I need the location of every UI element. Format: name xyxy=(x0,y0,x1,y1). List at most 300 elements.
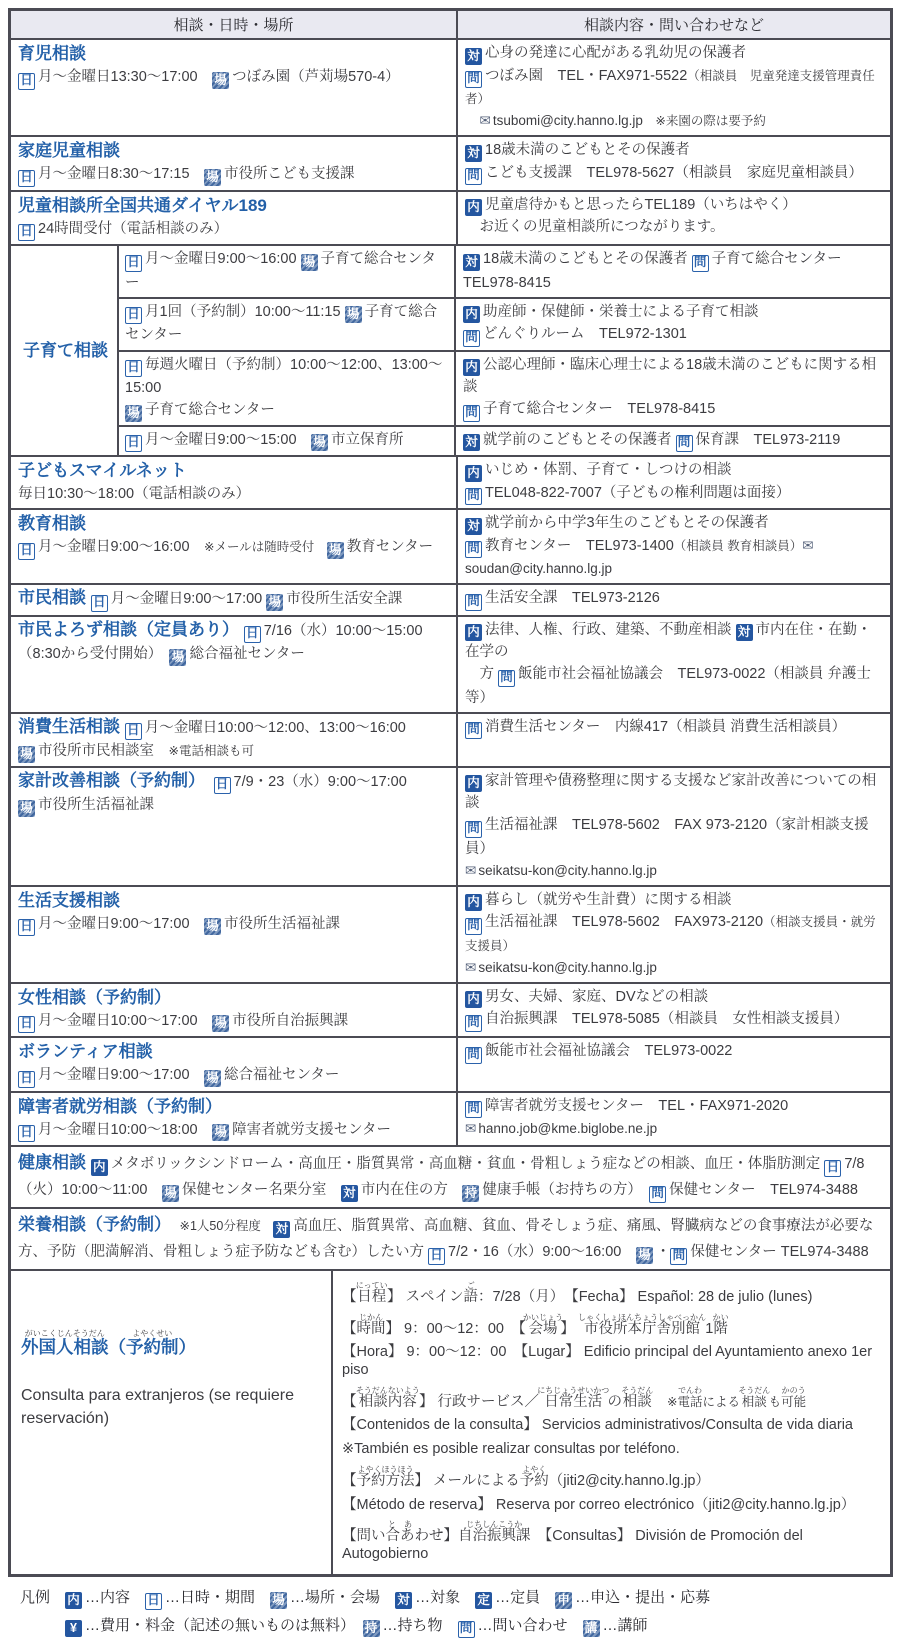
text: 】 xyxy=(443,1528,458,1545)
text: 高血圧、脂質異常、高血糖、貧血、骨そしょう症、痛風、腎臓病などの食事療法が必要な方、予防（肥満解消、骨粗しょう症予防なども含む）したい方 xyxy=(18,1218,874,1260)
date-icon: 日 xyxy=(125,435,142,452)
text-line xyxy=(125,301,450,347)
place-icon: 場 xyxy=(125,405,142,422)
ruby-text: 会場かいじょう xyxy=(522,1312,563,1337)
inquiry-icon: 問 xyxy=(458,1621,475,1638)
note-text: （相談支援員・就労支援員） xyxy=(465,915,876,953)
text: 【 xyxy=(342,1528,357,1545)
text-line xyxy=(342,1281,884,1307)
text-line xyxy=(463,398,885,422)
note-text: ※電話相談も可 xyxy=(168,744,254,758)
content-icon: 内 xyxy=(465,775,482,792)
text-line xyxy=(465,162,885,186)
apply-icon: 申 xyxy=(555,1592,572,1609)
table-row xyxy=(11,1207,890,1269)
inquiry-icon: 問 xyxy=(692,255,709,272)
text-line xyxy=(463,429,885,453)
text: 子育て総合センター xyxy=(125,303,438,343)
details-cell xyxy=(456,246,890,297)
text: 月～金曜日9:00～16:00 xyxy=(38,539,205,555)
date-icon: 日 xyxy=(18,73,35,90)
schedule-cell xyxy=(11,137,458,190)
text: 保健センター TEL974-3488 xyxy=(690,1244,869,1260)
table-row xyxy=(11,1269,890,1574)
text-line xyxy=(465,889,885,912)
group-label: 子育て相談 xyxy=(11,246,119,455)
text-line xyxy=(465,587,885,611)
table-row xyxy=(11,244,890,455)
text: つぼみ園 TEL・FAX971-5522 xyxy=(485,67,688,84)
capacity-icon: 定 xyxy=(475,1592,492,1609)
text-line xyxy=(465,194,885,217)
text-line xyxy=(465,1008,885,1032)
details-cell xyxy=(456,352,890,425)
text-line xyxy=(18,483,451,505)
inquiry-icon: 問 xyxy=(676,435,693,452)
text: 男女、夫婦、家庭、DVなどの相談 xyxy=(485,988,709,1005)
fullwidth-cell xyxy=(11,1209,890,1269)
text: 就学前から中学3年生のこどもとその保護者 xyxy=(485,515,769,531)
details-cell xyxy=(458,510,890,583)
place-icon: 場 xyxy=(311,434,328,451)
text: 月～金曜日9:00～16:00 xyxy=(145,251,301,267)
row-title-inline: 家計改善相談（予約制） xyxy=(18,770,214,790)
inquiry-icon: 問 xyxy=(498,670,515,687)
table-subrow xyxy=(119,297,890,350)
inquiry-icon: 問 xyxy=(465,168,482,185)
text-line xyxy=(18,913,451,937)
date-icon: 日 xyxy=(214,777,231,794)
text: 1 xyxy=(705,1320,714,1337)
place-icon: 場 xyxy=(270,1592,287,1609)
date-icon: 日 xyxy=(18,1016,35,1033)
place-icon: 場 xyxy=(327,542,344,559)
text: 法律、人権、行政、建築、不動産相談 xyxy=(485,621,736,638)
text: 家計管理や債務整理に関する支援など家計改善についての相談 xyxy=(465,772,877,811)
note-text: （相談員 児童発達支援管理責任者） xyxy=(465,68,875,106)
schedule-cell xyxy=(11,714,458,766)
text: 市役所こども支援課 xyxy=(224,166,355,182)
place-icon: 場 xyxy=(636,1247,653,1264)
inquiry-icon: 問 xyxy=(465,1047,482,1064)
text xyxy=(465,113,480,129)
row-title-inline: 市民相談 xyxy=(18,588,91,607)
text-line xyxy=(125,399,450,422)
table-row xyxy=(11,982,890,1037)
place-icon: 場 xyxy=(204,169,221,186)
inquiry-icon: 問 xyxy=(465,918,482,935)
text: 月～金曜日10:00～12:00、13:00～16:00 xyxy=(144,719,406,736)
text-line xyxy=(465,65,885,111)
note-text: ※ xyxy=(667,1394,678,1409)
text-line xyxy=(18,218,451,242)
date-icon: 日 xyxy=(145,1593,162,1610)
ruby-text: 電話でんわ xyxy=(677,1385,703,1409)
header-left: 相談・日時・場所 xyxy=(11,11,458,38)
content-icon: 内 xyxy=(465,199,482,216)
text-line xyxy=(465,1040,885,1064)
target-icon: 対 xyxy=(465,48,482,65)
text: 助産師・保健師・栄養士による子育て相談 xyxy=(483,303,759,320)
row-title: 育児相談 xyxy=(18,44,86,63)
row-title-inline: 市民よろず相談（定員あり） xyxy=(18,619,244,639)
ruby-text: 日常生活にちじょうせいかつ xyxy=(537,1385,610,1410)
text: お近くの児童相談所につながります。 xyxy=(465,219,725,235)
inquiry-icon: 問 xyxy=(463,330,480,347)
date-icon: 日 xyxy=(18,1071,35,1088)
text-line xyxy=(465,482,885,506)
text: 毎日10:30～18:00（電話相談のみ） xyxy=(18,486,251,502)
text: 市役所市民相談室 xyxy=(38,743,169,759)
place-icon: 場 xyxy=(345,306,362,323)
fee-icon: ¥ xyxy=(65,1620,82,1637)
text: 市役所自治振興課 xyxy=(232,1012,349,1029)
schedule-cell xyxy=(11,1093,458,1146)
target-icon: 対 xyxy=(463,434,480,451)
text-line xyxy=(18,770,451,795)
text: 月～金曜日13:30～17:00 xyxy=(38,69,213,85)
details-cell xyxy=(458,617,890,712)
date-icon: 日 xyxy=(18,543,35,560)
inquiry-icon: 問 xyxy=(465,1015,482,1032)
text: 18歳未満のこどもとその保護者 xyxy=(483,251,692,267)
text: TEL048-822-7007（子どもの権利問題は面接） xyxy=(485,484,791,501)
text-line xyxy=(342,1386,884,1412)
text: 保育課 TEL973-2119 xyxy=(695,431,841,448)
text: 消費生活センター 内線417（相談員 消費生活相談員） xyxy=(485,718,847,735)
date-icon: 日 xyxy=(18,919,35,936)
details-cell xyxy=(458,768,890,885)
text: 市立保育所 xyxy=(331,431,404,448)
row-title-inline: 消費生活相談 xyxy=(18,716,125,736)
details-cell xyxy=(458,585,890,615)
content-icon: 内 xyxy=(465,465,482,482)
schedule-cell xyxy=(11,984,458,1037)
text: 保健センター名栗分室 xyxy=(182,1182,341,1198)
date-icon: 日 xyxy=(18,224,35,241)
table-row xyxy=(11,1091,890,1146)
schedule-cell xyxy=(11,192,458,245)
date-icon: 日 xyxy=(91,595,108,612)
details-cell xyxy=(458,1038,890,1091)
table-row xyxy=(11,1036,890,1091)
details-cell xyxy=(458,984,890,1037)
text: 月～金曜日9:00～17:00 xyxy=(38,1067,205,1083)
text: …定員 xyxy=(495,1588,556,1606)
target-icon: 対 xyxy=(736,624,753,641)
schedule-cell xyxy=(119,352,456,425)
text: ：7/28（月） 【Fecha】 Español: 28 de julio (lunes) xyxy=(477,1289,813,1305)
text-line xyxy=(465,986,885,1009)
text: つぼみ園（芦苅場570-4） xyxy=(232,69,400,85)
text-line xyxy=(18,1150,884,1203)
text-line xyxy=(465,42,885,65)
row-title: 児童相談所全国共通ダイヤル189 xyxy=(18,195,267,215)
email-text: ✉ seikatsu-kon@city.hanno.lg.jp xyxy=(465,960,657,975)
text: 方 xyxy=(465,666,499,682)
row-title: 子どもスマイルネット xyxy=(18,461,187,480)
target-icon: 対 xyxy=(273,1221,290,1238)
text: 凡例 xyxy=(20,1588,66,1606)
details-cell xyxy=(458,457,890,508)
text: 】 メールによる xyxy=(414,1472,520,1489)
text-line xyxy=(342,1497,884,1515)
table-row xyxy=(11,38,890,135)
text-line xyxy=(18,66,451,90)
text: 【 xyxy=(342,1472,357,1489)
legend xyxy=(8,1584,893,1640)
text: いじめ・体罰、子育て・しつけの相談 xyxy=(485,462,732,478)
text: 市内在住・在勤・在学の xyxy=(465,621,872,660)
text: 【Hora】 9：00～12：00 【Lugar】 Edificio principal del Ayuntamiento anexo 1er piso xyxy=(342,1344,873,1379)
place-icon: 場 xyxy=(212,72,229,89)
text-line xyxy=(465,139,885,162)
text: 】 xyxy=(560,1320,579,1337)
text-line xyxy=(465,512,885,535)
table-subrow xyxy=(119,425,890,456)
text: 市役所生活福祉課 xyxy=(38,797,154,813)
text-line xyxy=(18,740,451,763)
text: …持ち物 xyxy=(382,1616,458,1634)
text: 自治振興課 TEL978-5085（相談員 女性相談支援員） xyxy=(485,1011,849,1027)
details-cell xyxy=(333,1271,890,1574)
content-icon: 内 xyxy=(463,359,480,376)
text-line xyxy=(463,354,885,399)
text: 月～金曜日8:30～17:15 xyxy=(38,166,205,182)
text: 子育て総合センター xyxy=(145,402,275,418)
text-line xyxy=(465,1118,885,1140)
place-icon: 場 xyxy=(212,1015,229,1032)
ruby-text: （予約制）よやくせい xyxy=(108,1329,196,1357)
note-text: ※メールは随時受付 xyxy=(204,540,327,554)
text-line xyxy=(342,1441,884,1459)
ruby-text: 相談内容そうだんないよう xyxy=(355,1385,420,1410)
legend-line xyxy=(20,1612,893,1640)
bring-icon: 持 xyxy=(363,1620,380,1637)
text: 】 スペイン xyxy=(386,1289,464,1305)
text-line xyxy=(465,110,885,132)
inquiry-icon: 問 xyxy=(670,1248,687,1265)
text: …講師 xyxy=(602,1616,648,1634)
note-text: も xyxy=(768,1394,782,1409)
ruby-text: 語ご xyxy=(463,1281,478,1305)
text: ・ xyxy=(655,1244,671,1260)
group-rows xyxy=(119,246,890,455)
schedule-cell xyxy=(11,887,458,982)
text: 生活安全課 TEL973-2126 xyxy=(485,590,660,606)
table-row xyxy=(11,766,890,885)
details-cell xyxy=(458,192,890,245)
lecturer-icon: 講 xyxy=(583,1620,600,1637)
table-subrow xyxy=(119,350,890,425)
schedule-cell xyxy=(11,768,458,885)
text: 7/16（水）10:00～15:00 xyxy=(263,622,423,639)
text: 生活福祉課 TEL978-5602 FAX 973-2120（家計相談支援員） xyxy=(465,817,869,857)
text: 子育て総合センター xyxy=(125,251,436,291)
text: （8:30から受付開始） xyxy=(18,646,170,662)
target-icon: 対 xyxy=(463,254,480,271)
target-icon: 対 xyxy=(465,145,482,162)
text: の xyxy=(607,1393,623,1410)
row-title-inline: 栄養相談（予約制） xyxy=(18,1215,180,1234)
text: （jiti2@city.hanno.lg.jp） xyxy=(548,1472,710,1489)
table-row xyxy=(11,135,890,190)
row-title: 家庭児童相談 xyxy=(18,141,120,160)
text: 子育て総合センター TEL978-8415 xyxy=(463,251,857,291)
inquiry-icon: 問 xyxy=(465,488,482,505)
text-line xyxy=(463,301,885,324)
place-icon: 場 xyxy=(301,254,318,271)
text-line xyxy=(125,354,450,400)
row-title: 教育相談 xyxy=(18,514,86,533)
text-line xyxy=(125,248,450,294)
email-text: ✉ soudan@city.hanno.lg.jp xyxy=(465,538,816,577)
content-icon: 内 xyxy=(91,1159,108,1176)
text: 生活福祉課 TEL978-5602 FAX973-2120 xyxy=(485,914,764,930)
ruby-text: 外国人相談がいこくじんそうだん xyxy=(21,1329,109,1357)
schedule-cell xyxy=(119,427,456,456)
text: 月～金曜日9:00～17:00 xyxy=(38,915,205,932)
text-line xyxy=(342,1344,884,1379)
text: 市役所生活福祉課 xyxy=(224,915,341,932)
text-line xyxy=(18,163,451,187)
text: 月～金曜日10:00～18:00 xyxy=(38,1121,213,1138)
text: ※También es posible realizar consultas por teléfono. xyxy=(342,1441,680,1458)
place-icon: 場 xyxy=(169,649,186,666)
text-line xyxy=(465,770,885,815)
text-line xyxy=(465,814,885,860)
text: …費用・料金（記述の無いものは無料） xyxy=(85,1616,363,1634)
text: どんぐりルーム TEL972-1301 xyxy=(483,326,687,342)
schedule-cell xyxy=(11,585,458,615)
content-icon: 内 xyxy=(465,991,482,1008)
text: 児童虐待かもと思ったらTEL189（いちはやく） xyxy=(485,196,797,213)
text: 毎週火曜日（予約制）10:00～12:00、13:00～15:00 xyxy=(125,356,443,396)
text-line xyxy=(342,1313,884,1339)
ruby-text: 問い合あわせと あ xyxy=(356,1520,444,1545)
date-icon: 日 xyxy=(18,170,35,187)
inquiry-icon: 問 xyxy=(465,594,482,611)
text: 総合福祉センター xyxy=(224,1067,340,1083)
text: 7/2・16（水）9:00～16:00 xyxy=(448,1244,636,1260)
text: 7/8（火）10:00～11:00 xyxy=(18,1156,865,1198)
text-line xyxy=(465,216,885,238)
content-icon: 内 xyxy=(465,624,482,641)
text-line xyxy=(18,1119,451,1143)
date-icon: 日 xyxy=(244,626,261,643)
text-line xyxy=(342,1417,884,1435)
text: 障害者就労支援センター TEL・FAX971-2020 xyxy=(485,1097,789,1114)
details-cell xyxy=(456,427,890,456)
target-icon: 対 xyxy=(465,518,482,535)
text-line xyxy=(463,323,885,347)
text: 【 xyxy=(342,1289,357,1305)
foreign-title-cell xyxy=(11,1271,333,1574)
text-line xyxy=(465,716,885,740)
text: 月～金曜日9:00～17:00 xyxy=(110,591,267,607)
date-icon: 日 xyxy=(125,255,142,272)
text-line xyxy=(465,663,885,709)
inquiry-icon: 問 xyxy=(465,541,482,558)
text: 24時間受付（電話相談のみ） xyxy=(38,220,229,237)
text: 月1回（予約制）10:00～11:15 xyxy=(145,303,345,320)
email-text: ✉ hanno.job@kme.biglobe.ne.jp xyxy=(465,1121,657,1136)
inquiry-icon: 問 xyxy=(649,1186,666,1203)
ruby-text: 可能かのう xyxy=(781,1385,807,1409)
details-cell xyxy=(458,40,890,135)
text: 【Método de reserva】 Reserva por correo electrónico（jiti2@city.hanno.lg.jp） xyxy=(342,1496,856,1513)
text: 【 xyxy=(342,1393,357,1410)
note-text: （相談員 教育相談員） xyxy=(673,538,803,553)
target-icon: 対 xyxy=(341,1185,358,1202)
row-title: 障害者就労相談（予約制） xyxy=(18,1096,222,1116)
consultation-table xyxy=(8,8,893,1577)
text-line xyxy=(465,535,885,581)
text: 】 行政サービス／ xyxy=(419,1393,540,1410)
note-text: ※来園の際は要予約 xyxy=(642,114,766,128)
schedule-cell xyxy=(11,457,458,508)
ruby-text: 予約よやく xyxy=(519,1464,549,1489)
header-right: 相談内容・問い合わせなど xyxy=(458,11,890,38)
details-cell xyxy=(458,1093,890,1146)
text-line xyxy=(18,536,451,560)
text: メタボリックシンドローム・高血圧・脂質異常・高血糖・貧血・骨粗しょう症などの相談、血圧・体脂肪測定 xyxy=(110,1156,825,1172)
text-line xyxy=(18,1010,451,1034)
text-line xyxy=(18,1212,884,1265)
text: 子育て総合センター TEL978-8415 xyxy=(483,401,716,417)
details-cell xyxy=(456,299,890,350)
place-icon: 場 xyxy=(266,594,283,611)
table-row xyxy=(11,190,890,245)
schedule-cell xyxy=(11,40,458,135)
text: …場所・会場 xyxy=(290,1588,396,1606)
legend-line xyxy=(20,1584,893,1612)
schedule-cell xyxy=(119,246,456,297)
text: …内容 xyxy=(85,1588,146,1606)
text: 健康手帳（お持ちの方） xyxy=(482,1182,650,1198)
text: 教育センター TEL973-1400 xyxy=(485,537,674,554)
table-row xyxy=(11,508,890,583)
text: 暮らし（就労や生計費）に関する相談 xyxy=(485,891,732,908)
place-icon: 場 xyxy=(204,1070,221,1087)
spanish-title: Consulta para extranjeros (se requiere reservación) xyxy=(21,1387,295,1428)
ruby-text: 市役所本庁舎別館しゃくしょほんちょうしゃべっかん xyxy=(578,1312,707,1337)
text: こども支援課 TEL978-5627（相談員 家庭児童相談員） xyxy=(485,164,863,181)
text-line xyxy=(465,957,885,979)
place-icon: 場 xyxy=(18,800,35,817)
table-header-row xyxy=(11,11,890,38)
text-line xyxy=(18,619,451,644)
text: …対象 xyxy=(415,1588,476,1606)
text: 】 9：00～12：00 【 xyxy=(385,1320,526,1337)
date-icon: 日 xyxy=(125,723,142,740)
text-line xyxy=(18,716,451,741)
text-line xyxy=(18,587,451,612)
text: …申込・提出・応募 xyxy=(575,1588,711,1606)
table-row xyxy=(11,615,890,712)
table-row xyxy=(11,583,890,615)
text-line xyxy=(342,1520,884,1563)
date-icon: 日 xyxy=(18,1125,35,1142)
place-icon: 場 xyxy=(204,918,221,935)
schedule-cell xyxy=(11,617,458,712)
text-line xyxy=(342,1465,884,1491)
ruby-text: 日程にってい xyxy=(355,1281,388,1305)
text-line xyxy=(465,1095,885,1119)
schedule-cell xyxy=(11,510,458,583)
ruby-text: 相談そうだん xyxy=(738,1385,771,1409)
text: 月～金曜日10:00～17:00 xyxy=(38,1012,213,1029)
